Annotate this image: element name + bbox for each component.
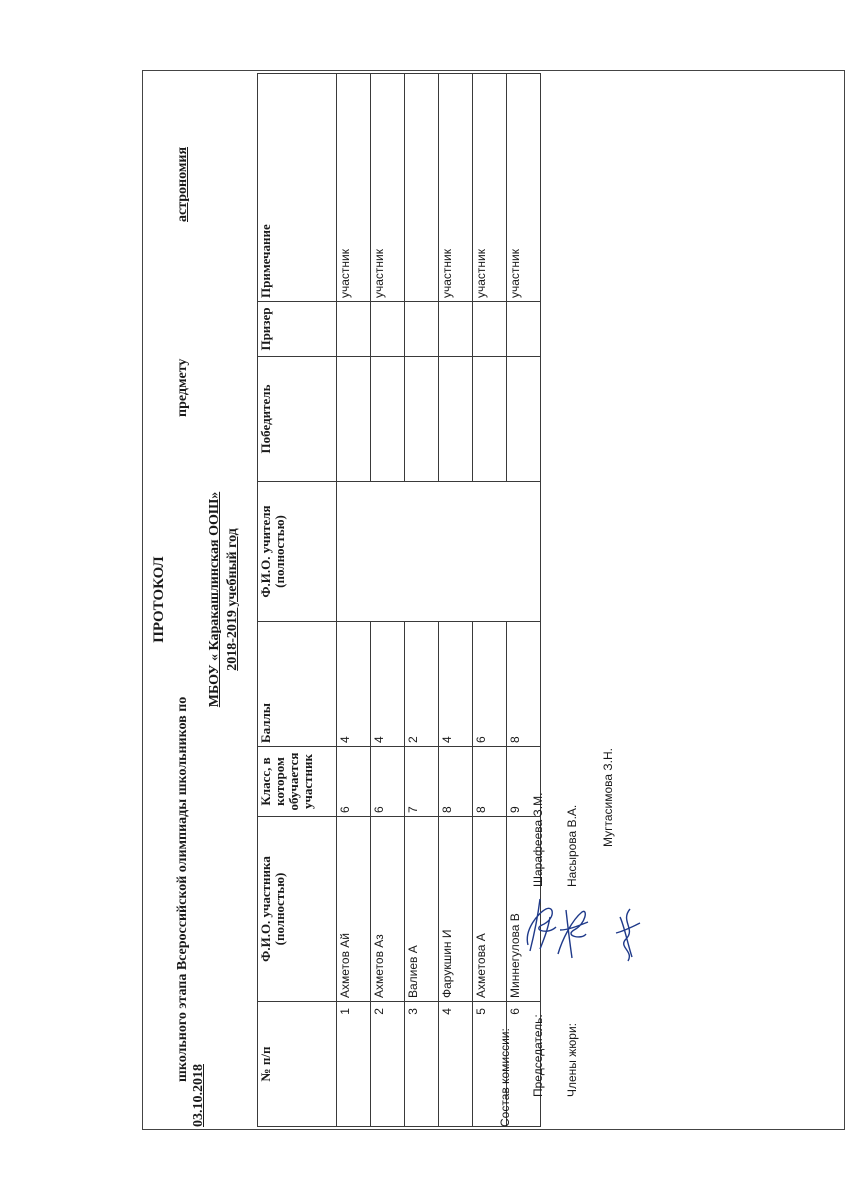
cell-name: Ахметов Ай [337,817,371,1002]
member-2-signature [610,905,644,963]
table-row [337,74,371,1127]
cell-name: Миннегулова В [507,817,541,1002]
document-title: ПРОТОКОЛ [151,556,167,643]
col-header-name: Ф.И.О. участника (полностью) [258,817,337,1002]
rotated-document [145,72,845,1127]
col-header-winner: Победитель [258,357,337,482]
commission-title: Состав комиссии: [498,1028,512,1127]
cell-score: 4 [371,622,405,747]
cell-score: 4 [439,622,473,747]
cell-grade: 6 [371,747,405,817]
cell-winner [473,357,507,482]
cell-prize [473,302,507,357]
col-header-num: № п/п [258,1002,337,1127]
cell-num: 6 [507,1002,541,1127]
col-header-note: Примечание [258,74,337,302]
subject-word: предмету [175,358,190,417]
cell-score: 8 [507,622,541,747]
document-subtitle: школьного этапа Всероссийской олимпиады школьников по [175,696,190,1082]
member-2-name: Мугтасимова З.Н. [601,748,615,847]
table-header-row [258,74,337,1127]
member-1-signature [552,900,592,962]
cell-score: 6 [473,622,507,747]
cell-num: 1 [337,1002,371,1127]
cell-name: Валиев А [405,817,439,1002]
col-header-score: Баллы [258,622,337,747]
cell-note: участник [371,74,405,302]
cell-score: 2 [405,622,439,747]
cell-note: участник [507,74,541,302]
subject-name: астрономия [175,146,190,222]
cell-winner [405,357,439,482]
col-header-grade: Класс, в котором обучается участник [258,747,337,817]
cell-note: участник [473,74,507,302]
cell-prize [439,302,473,357]
school-year: 2018-2019 учебный год [225,528,240,671]
members-label: Члены жюри: [565,1023,579,1097]
cell-note [405,74,439,302]
results-table [257,73,541,1127]
member-1-name: Насырова В.А. [565,804,579,887]
cell-num: 3 [405,1002,439,1127]
school-name: МБОУ « Каракашлинская ООШ» [207,491,222,708]
cell-teacher [337,482,541,622]
cell-note: участник [439,74,473,302]
cell-name: Ахметов Аз [371,817,405,1002]
cell-grade: 9 [507,747,541,817]
cell-num: 2 [371,1002,405,1127]
cell-score: 4 [337,622,371,747]
cell-winner [439,357,473,482]
cell-grade: 6 [337,747,371,817]
protocol-date: 03.10.2018 [191,1064,206,1127]
chair-label: Председатель: [531,1014,545,1097]
cell-prize [337,302,371,357]
cell-prize [507,302,541,357]
cell-winner [507,357,541,482]
cell-num: 5 [473,1002,507,1127]
chair-name: Шарафеева З.М. [531,792,545,887]
cell-prize [405,302,439,357]
col-header-teacher: Ф.И.О. учителя (полностью) [258,482,337,622]
cell-name: Фарукшин И [439,817,473,1002]
cell-num: 4 [439,1002,473,1127]
cell-note: участник [337,74,371,302]
cell-grade: 8 [439,747,473,817]
cell-winner [371,357,405,482]
col-header-prize: Призер [258,302,337,357]
cell-grade: 7 [405,747,439,817]
cell-grade: 8 [473,747,507,817]
cell-winner [337,357,371,482]
cell-name: Ахметова А [473,817,507,1002]
cell-prize [371,302,405,357]
